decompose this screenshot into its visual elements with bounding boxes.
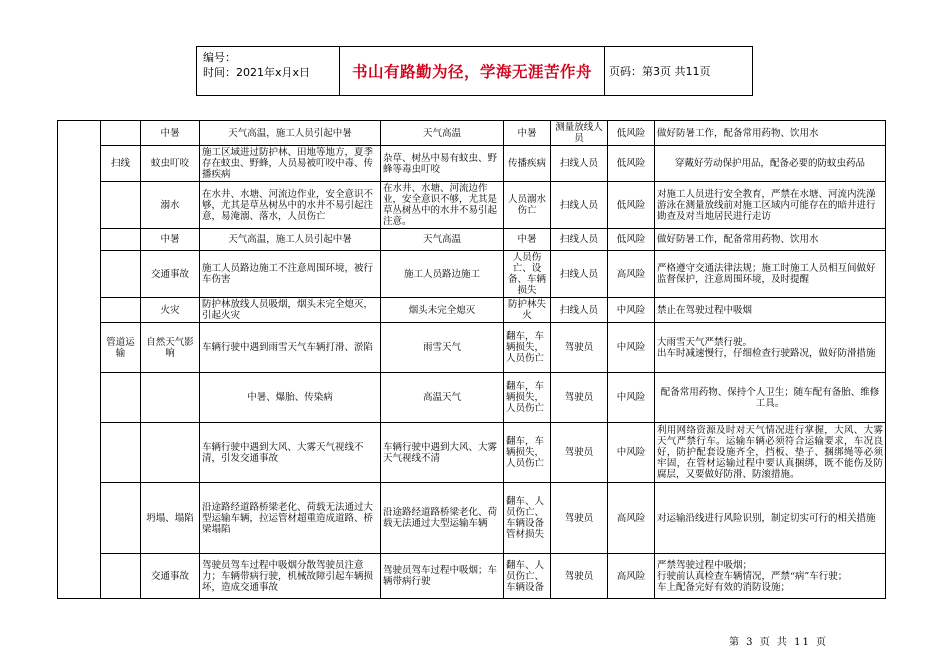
risk-level-cell: 低风险 [608,146,655,182]
measure-cell: 禁止在驾驶过程中吸烟 [655,298,886,323]
description-cell: 驾驶员驾车过程中吸烟分散驾驶员注意力；车辆带病行驶，机械故障引起车辆损坏，造成交通事故 [200,554,381,599]
category-cell [101,423,141,483]
risk-level-cell: 高风险 [608,251,655,298]
measure-cell: 配备常用药物、保持个人卫生；随车配有备胎、维修工具。 [655,373,886,423]
personnel-cell: 驾驶员 [551,483,608,554]
cause-cell: 烟头未完全熄灭 [381,298,504,323]
consequence-cell: 人员伤亡、设备、车辆损失 [504,251,551,298]
consequence-cell: 翻车，车辆损失，人员伤亡 [504,423,551,483]
table-row [58,251,886,298]
consequence-cell: 翻车，车辆损失，人员伤亡 [504,323,551,373]
table-row [58,373,886,423]
category-cell [101,554,141,599]
risk-level-cell: 中风险 [608,423,655,483]
table-row [58,423,886,483]
table-row [58,323,886,373]
description-cell: 中暑、爆胎、传染病 [200,373,381,423]
measure-cell: 大雨雪天气严禁行驶。 出车时减速慢行，仔细检查行驶路况，做好防滑措施 [655,323,886,373]
category-cell: 扫线 [101,146,141,182]
cause-cell: 杂草、树丛中易有蚊虫、野蜂等毒虫叮咬 [381,146,504,182]
description-cell: 在水井、水塘、河流边作业，安全意识不够，尤其是草丛树丛中的水井不易引起注意，易淹溺、落水，人员伤亡 [200,182,381,229]
document-header [196,46,753,96]
cause-cell: 雨雪天气 [381,323,504,373]
description-cell: 车辆行驶中遇到大风、大雾天气视线不清，引发交通事故 [200,423,381,483]
category-cell [101,298,141,323]
cause-cell: 车辆行驶中遇到大风、大雾天气视线不清 [381,423,504,483]
category-cell [101,182,141,229]
consequence-cell: 翻车、人员伤亡、车辆设备 [504,554,551,599]
measure-cell: 严禁驾驶过程中吸烟； 行驶前认真检查车辆情况，严禁“病”车行驶； 车上配备完好有效的消防设施； [655,554,886,599]
category-cell [101,121,141,146]
hazard-cell: 中暑 [141,229,200,251]
description-cell: 施工人员路边施工不注意周围环境，被行车伤害 [200,251,381,298]
consequence-cell: 传播疾病 [504,146,551,182]
description-cell: 施工区域进过防护林、田地等地方，夏季存在蚊虫、野蜂，人员易被叮咬中毒、传播疾病 [200,146,381,182]
table-row [58,182,886,229]
cause-cell: 在水井、水塘、河流边作业，安全意识不够，尤其是草丛树丛中的水井不易引起注意。 [381,182,504,229]
category-cell [101,229,141,251]
hazard-cell: 火灾 [141,298,200,323]
risk-level-cell: 中风险 [608,298,655,323]
personnel-cell: 驾驶员 [551,323,608,373]
personnel-cell: 扫线人员 [551,182,608,229]
header-meta [197,47,340,95]
hazard-cell [141,373,200,423]
page-label: 页码：第3页 共11页 [609,65,711,78]
page-footer: 第 3 页 共 11 页 [729,637,828,648]
measure-cell: 做好防暑工作，配备常用药物、饮用水 [655,229,886,251]
description-cell: 防护林放线人员吸烟，烟头未完全熄灭，引起火灾 [200,298,381,323]
hazard-cell [141,423,200,483]
category-cell [101,483,141,554]
outer-category-cell [58,121,101,599]
cause-cell: 天气高温 [381,229,504,251]
number-label: 编号： [203,51,236,64]
measure-cell: 对运输沿线进行风险识别，制定切实可行的相关措施 [655,483,886,554]
hazard-cell: 溺水 [141,182,200,229]
hazard-cell: 自然天气影响 [141,323,200,373]
table-row [58,121,886,146]
table-row [58,298,886,323]
personnel-cell: 驾驶员 [551,373,608,423]
cause-cell: 驾驶员驾车过程中吸烟；车辆带病行驶 [381,554,504,599]
cause-cell: 施工人员路边施工 [381,251,504,298]
consequence-cell: 中暑 [504,229,551,251]
category-cell [101,251,141,298]
personnel-cell: 驾驶员 [551,423,608,483]
time-label: 时间：2021年x月x日 [203,66,311,79]
measure-cell: 做好防暑工作，配备常用药物、饮用水 [655,121,886,146]
motto: 书山有路勤为径，学海无涯苦作舟 [340,47,605,95]
personnel-cell: 扫线人员 [551,251,608,298]
description-cell: 天气高温，施工人员引起中暑 [200,121,381,146]
table-row [58,229,886,251]
personnel-cell: 测量放线人员 [551,121,608,146]
measure-cell: 穿戴好劳动保护用品，配备必要的防蚊虫药品 [655,146,886,182]
hazard-cell: 蚊虫叮咬 [141,146,200,182]
personnel-cell: 扫线人员 [551,146,608,182]
category-cell: 管道运输 [101,323,141,373]
personnel-cell: 扫线人员 [551,229,608,251]
risk-level-cell: 中风险 [608,373,655,423]
consequence-cell: 防护林失火 [504,298,551,323]
hazard-cell: 交通事故 [141,554,200,599]
risk-level-cell: 高风险 [608,554,655,599]
category-cell [101,373,141,423]
hazard-cell: 中暑 [141,121,200,146]
consequence-cell: 人员溺水伤亡 [504,182,551,229]
cause-cell: 沿途路经道路桥梁老化、荷载无法通过大型运输车辆 [381,483,504,554]
consequence-cell: 翻车，车辆损失，人员伤亡 [504,373,551,423]
consequence-cell: 中暑 [504,121,551,146]
measure-cell: 对施工人员进行安全教育，严禁在水塘、河流内洗澡游泳在测量放线前对施工区域内可能存在的暗井进行勘查及对当地居民进行走访 [655,182,886,229]
description-cell: 沿途路经道路桥梁老化、荷载无法通过大型运输车辆，拉运管材超重造成道路、桥梁塌陷 [200,483,381,554]
cause-cell: 天气高温 [381,121,504,146]
hazard-cell: 坍塌、塌陷 [141,483,200,554]
description-cell: 天气高温，施工人员引起中暑 [200,229,381,251]
table-row [58,483,886,554]
description-cell: 车辆行驶中遇到雨雪天气车辆打滑、淤陷 [200,323,381,373]
risk-level-cell: 中风险 [608,323,655,373]
personnel-cell: 扫线人员 [551,298,608,323]
risk-level-cell: 低风险 [608,182,655,229]
measure-cell: 利用网络资源及时对天气情况进行掌握，大风、大雾天气严禁行车。运输车辆必须符合运输要求，车况良好，防护配套设施齐全，挡板、垫子、捆绑绳等必须牢固，在管材运输过程中要认真捆绑，既不能伤及防腐层，又要做好防滑、防滚措施。 [655,423,886,483]
personnel-cell: 驾驶员 [551,554,608,599]
consequence-cell: 翻车、人员伤亡、车辆设备管材损失 [504,483,551,554]
risk-level-cell: 高风险 [608,483,655,554]
cause-cell: 高温天气 [381,373,504,423]
risk-table [57,120,886,599]
measure-cell: 严格遵守交通法律法规；施工时施工人员相互间做好监督保护，注意周围环境，及时提醒 [655,251,886,298]
table-row [58,554,886,599]
risk-level-cell: 低风险 [608,121,655,146]
hazard-cell: 交通事故 [141,251,200,298]
table-row [58,146,886,182]
risk-level-cell: 低风险 [608,229,655,251]
